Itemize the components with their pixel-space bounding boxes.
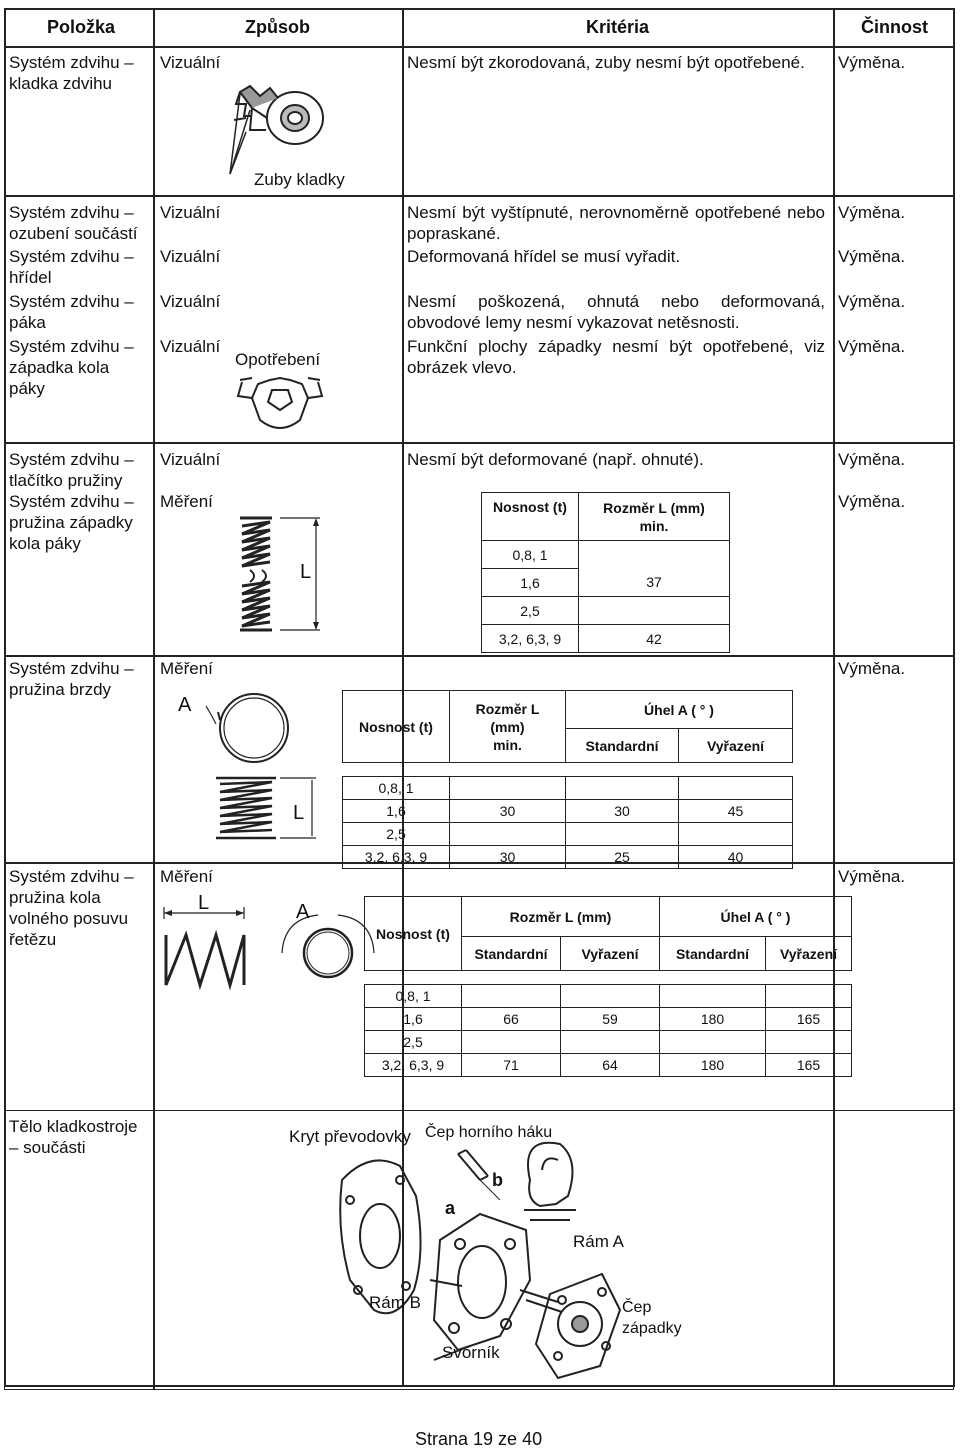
col-header-discard: Vyřazení <box>679 729 793 763</box>
table-cell: 66 <box>462 1008 561 1031</box>
table-cell <box>561 985 660 1008</box>
col-header-length: Rozměr L (mm) <box>462 897 660 937</box>
row-divider-3 <box>4 655 955 657</box>
row-item: Systém zdvihu – západka kola páky <box>9 337 134 398</box>
row-item: Systém zdvihu – ozubení součástí <box>9 203 138 243</box>
body-item: Tělo kladkostroje – součásti <box>9 1117 138 1157</box>
row-item: Systém zdvihu – tlačítko pružiny <box>9 450 134 490</box>
table-cell <box>450 823 566 846</box>
table-cell <box>679 823 793 846</box>
table-cell: 0,8, 1 <box>482 541 579 569</box>
row-item: Systém zdvihu – pružina západky kola páky <box>9 492 134 553</box>
table-cell: 165 <box>766 1054 852 1077</box>
brake-spring-a-label: A <box>178 694 192 716</box>
table-cell <box>766 985 852 1008</box>
row-divider-1 <box>4 195 955 197</box>
page-number: Strana 19 ze 40 <box>415 1429 543 1449</box>
table-cell: 0,8, 1 <box>365 985 462 1008</box>
table-cell: 1,6 <box>482 569 579 597</box>
table-cell: 71 <box>462 1054 561 1077</box>
table-cell <box>561 1031 660 1054</box>
row-item: Systém zdvihu – pružina kola volného posuvu řetězu <box>9 867 134 949</box>
row-method: Měření <box>160 867 213 886</box>
table-cell: 2,5 <box>343 823 450 846</box>
table-cell: 2,5 <box>365 1031 462 1054</box>
row-item: Systém zdvihu – pružina brzdy <box>9 659 134 699</box>
label-frame-b: Rám B <box>369 1293 421 1312</box>
table-cell <box>660 985 766 1008</box>
table-cell: 40 <box>679 846 793 869</box>
row-criteria: Deformovaná hřídel se musí vyřadit. <box>407 247 681 266</box>
row-action: Výměna. <box>838 53 906 72</box>
label-hook-pin: Čep horního háku <box>425 1124 553 1141</box>
header-divider <box>4 46 955 48</box>
label-frame-a: Rám A <box>573 1232 625 1251</box>
row-action: Výměna. <box>838 337 906 356</box>
brake-spring-table <box>342 690 793 869</box>
row-method: Měření <box>160 492 213 511</box>
col-header-angle: Úhel A ( ° ) <box>566 691 793 729</box>
row-action: Výměna. <box>838 867 906 886</box>
table-cell: 1,6 <box>343 800 450 823</box>
table-cell: 0,8, 1 <box>343 777 450 800</box>
row-method: Vizuální <box>160 247 221 266</box>
pawl-illustration <box>230 370 330 440</box>
pawl-spring-illustration <box>236 512 326 642</box>
col-header-standard: Standardní <box>660 937 766 971</box>
label-bolt: Svorník <box>442 1343 500 1362</box>
body-col-divider <box>153 1110 155 1390</box>
label-gear-cover: Kryt převodovky <box>289 1127 411 1146</box>
row-method: Vizuální <box>160 450 221 469</box>
table-cell: 30 <box>450 800 566 823</box>
row-action: Výměna. <box>838 247 906 266</box>
col-header-length: Rozměr L (mm) min. <box>450 691 566 763</box>
row-action: Výměna. <box>838 450 906 469</box>
table-cell <box>462 985 561 1008</box>
col-header-capacity: Nosnost (t) <box>482 493 579 541</box>
col-header-standard: Standardní <box>462 937 561 971</box>
row-criteria: Nesmí poškozená, ohnutá nebo deformovaná, obvodové lemy nesmí vykazovat netěsnosti. <box>407 292 825 332</box>
pawl-spring-table <box>481 492 730 653</box>
table-cell <box>462 1031 561 1054</box>
table-cell: 2,5 <box>482 597 579 625</box>
table-cell <box>579 541 730 569</box>
table-cell: 165 <box>766 1008 852 1031</box>
freewheel-spring-table <box>364 896 852 1077</box>
row-criteria: Nesmí být zkorodovaná, zuby nesmí být opotřebené. <box>407 53 805 72</box>
header-criteria: Kritéria <box>586 17 650 37</box>
hoist-sheave-illustration <box>200 70 350 180</box>
col-header-length: Rozměr L (mm) min. <box>579 493 730 541</box>
col-header-discard: Vyřazení <box>561 937 660 971</box>
col-header-standard: Standardní <box>566 729 679 763</box>
pawl-spring-l-label: L <box>300 561 312 583</box>
label-pawl-pin: Čep západky <box>622 1299 682 1337</box>
row-method: Vizuální <box>160 203 221 222</box>
table-cell <box>660 1031 766 1054</box>
wear-label: Opotřebení <box>235 350 321 369</box>
row-action: Výměna. <box>838 292 906 311</box>
table-cell: 3,2, 6,3, 9 <box>343 846 450 869</box>
table-cell <box>566 777 679 800</box>
table-cell <box>766 1031 852 1054</box>
header-item: Položka <box>47 17 116 37</box>
header-method: Způsob <box>245 17 310 37</box>
label-b: b <box>492 1170 503 1190</box>
table-cell: 180 <box>660 1054 766 1077</box>
table-cell <box>579 597 730 625</box>
col-header-angle: Úhel A ( ° ) <box>660 897 852 937</box>
table-cell: 30 <box>566 800 679 823</box>
table-cell: 30 <box>450 846 566 869</box>
row-item: Systém zdvihu – kladka zdvihu <box>9 53 134 93</box>
table-cell: 25 <box>566 846 679 869</box>
table-cell: 59 <box>561 1008 660 1031</box>
table-border-top <box>4 8 955 10</box>
sheave-teeth-label: Zuby kladky <box>254 170 345 189</box>
row-action: Výměna. <box>838 492 906 511</box>
freewheel-spring-illustration <box>160 905 370 995</box>
table-cell: 180 <box>660 1008 766 1031</box>
row-divider-2 <box>4 442 955 444</box>
row-method: Vizuální <box>160 292 221 311</box>
row-action: Výměna. <box>838 203 906 222</box>
freewheel-spring-l-label: L <box>198 892 210 914</box>
row-item: Systém zdvihu – páka <box>9 292 134 332</box>
brake-spring-l-label: L <box>293 802 305 824</box>
label-a: a <box>445 1198 456 1218</box>
table-cell: 64 <box>561 1054 660 1077</box>
brake-spring-illustration <box>176 690 326 850</box>
table-cell: 45 <box>679 800 793 823</box>
col-header-discard: Vyřazení <box>766 937 852 971</box>
table-cell <box>679 777 793 800</box>
row-action: Výměna. <box>838 659 906 678</box>
row-item: Systém zdvihu – hřídel <box>9 247 134 287</box>
row-criteria: Nesmí být deformované (např. ohnuté). <box>407 450 704 469</box>
freewheel-spring-a-label: A <box>296 901 310 923</box>
table-cell: 3,2, 6,3, 9 <box>365 1054 462 1077</box>
row-method: Měření <box>160 659 213 678</box>
row-criteria: Funkční plochy západky nesmí být opotřebené, viz obrázek vlevo. <box>407 337 825 377</box>
header-action: Činnost <box>861 17 928 37</box>
table-cell: 3,2, 6,3, 9 <box>482 625 579 653</box>
row-method: Vizuální <box>160 53 221 72</box>
row-criteria: Nesmí být vyštípnuté, nerovnoměrně opotřebené nebo popraskané. <box>407 203 825 243</box>
col-header-capacity: Nosnost (t) <box>365 897 462 971</box>
table-cell: 1,6 <box>365 1008 462 1031</box>
table-cell: 42 <box>579 625 730 653</box>
row-method: Vizuální <box>160 337 221 356</box>
table-cell <box>450 777 566 800</box>
table-cell: 37 <box>579 569 730 597</box>
table-cell <box>566 823 679 846</box>
col-header-capacity: Nosnost (t) <box>343 691 450 763</box>
